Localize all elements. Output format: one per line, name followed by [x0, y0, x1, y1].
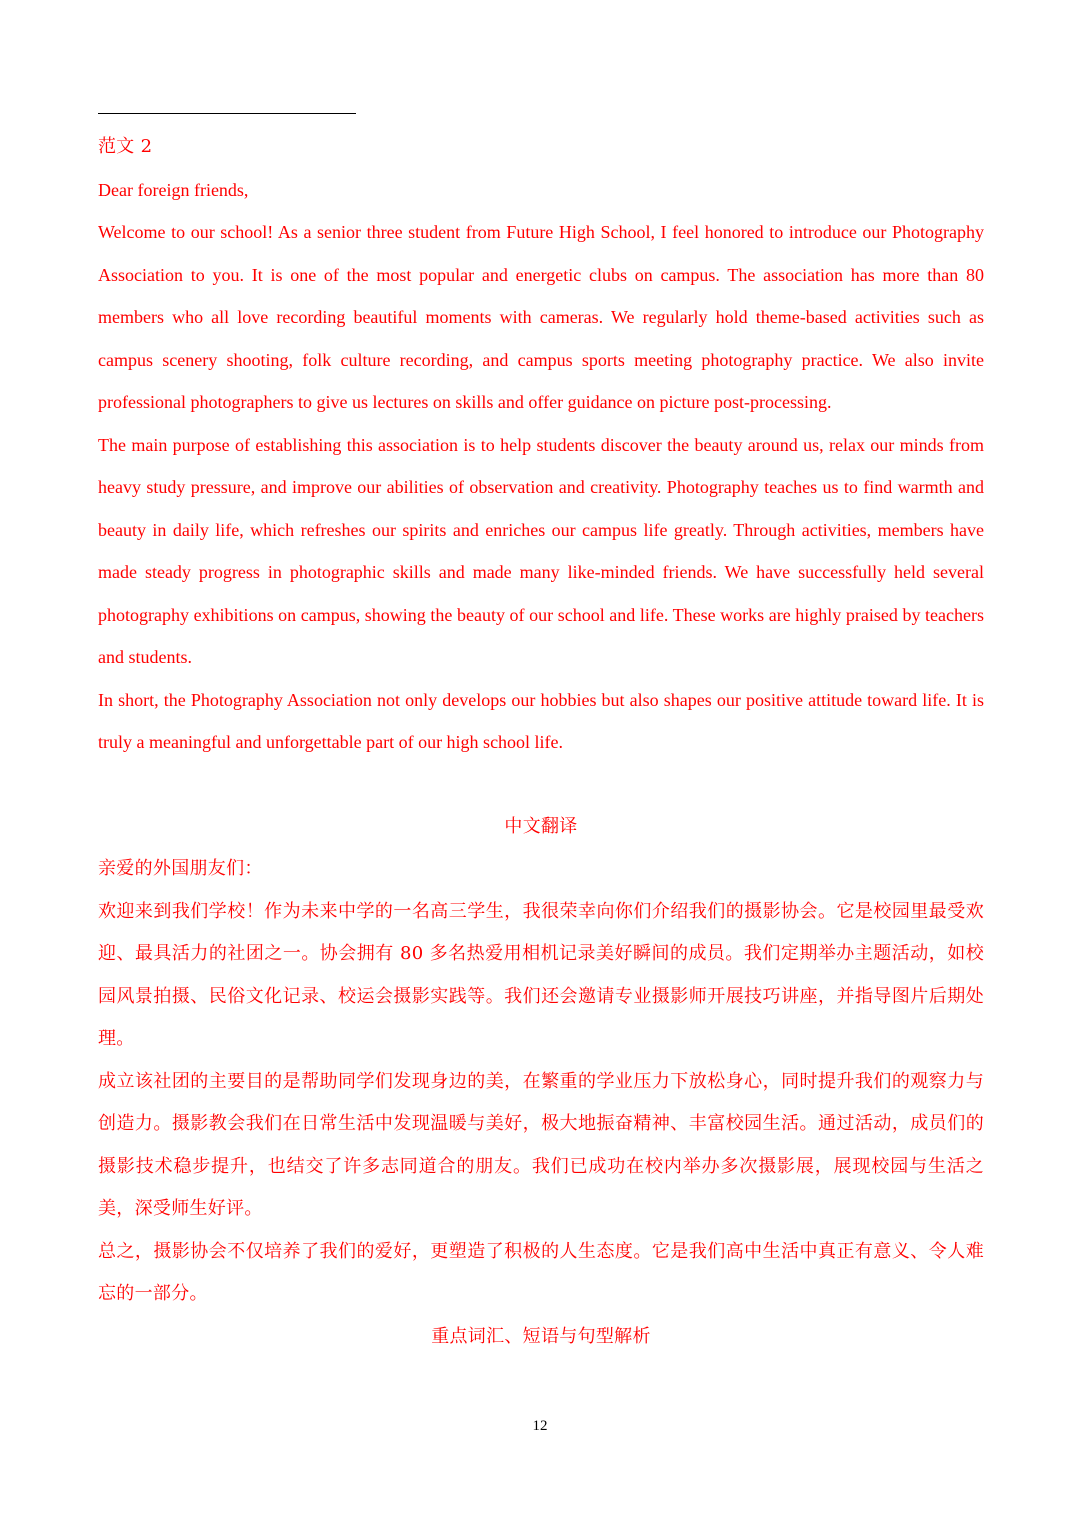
- footnote-separator-rule: [98, 113, 356, 114]
- english-paragraph-2: The main purpose of establishing this association is to help students discover the beauty around us, relax our minds from heavy study pressure, and improve our abilities of observation and creativity. Photography teaches us to find warmth and beauty in daily life, which refreshes our spirits and enriches our campus life greatly. Through activities, members have made steady progress in photographic skills and made many like-minded friends. We have successfully held several photography exhibitions on campus, showing the beauty of our school and life. These works are highly praised by teachers and students.: [98, 434, 984, 667]
- page-content: [98, 126, 984, 1358]
- chinese-paragraph-1: 欢迎来到我们学校！作为未来中学的一名高三学生，我很荣幸向你们介绍我们的摄影协会。它是校园里最受欢迎、最具活力的社团之一。协会拥有 80 多名热爱用相机记录美好瞬间的成员。我们定期举办主题活动，如校园风景拍摄、民俗文化记录、校运会摄影实践等。我们还会邀请专业摄影师开展技巧讲座，并指导图片后期处理。: [98, 900, 984, 1049]
- next-section-title: 重点词汇、短语与句型解析: [431, 1325, 651, 1347]
- essay-heading: 范文 2: [98, 136, 153, 157]
- chinese-paragraph-3: 总之，摄影协会不仅培养了我们的爱好，更塑造了积极的人生态度。它是我们高中生活中真正有意义、令人难忘的一部分。: [98, 1240, 984, 1304]
- translation-title: 中文翻译: [504, 815, 578, 837]
- english-paragraph-1: Welcome to our school! As a senior three student from Future High School, I feel honored to introduce our Photography Association to you. It is one of the most popular and energetic clubs on campus. The association has more than 80 members who all love recording beautiful moments with cameras. We regularly hold theme-based activities such as campus scenery shooting, folk culture recording, and campus sports meeting photography practice. We also invite professional photographers to give us lectures on skills and offer guidance on picture post-processing.: [98, 222, 984, 412]
- section-spacer: [98, 764, 984, 806]
- english-paragraph-3: In short, the Photography Association not only develops our hobbies but also shapes our positive attitude toward life. It is truly a meaningful and unforgettable part of our high school life.: [98, 689, 984, 752]
- page-number: 12: [532, 1418, 548, 1434]
- chinese-salutation: 亲爱的外国朋友们：: [98, 858, 263, 879]
- chinese-paragraph-2: 成立该社团的主要目的是帮助同学们发现身边的美，在繁重的学业压力下放松身心，同时提升我们的观察力与创造力。摄影教会我们在日常生活中发现温暖与美好，极大地振奋精神、丰富校园生活。通过活动，成员们的摄影技术稳步提升，也结交了许多志同道合的朋友。我们已成功在校内举办多次摄影展，展现校园与生活之美，深受师生好评。: [98, 1070, 984, 1219]
- english-salutation: Dear foreign friends,: [98, 179, 249, 200]
